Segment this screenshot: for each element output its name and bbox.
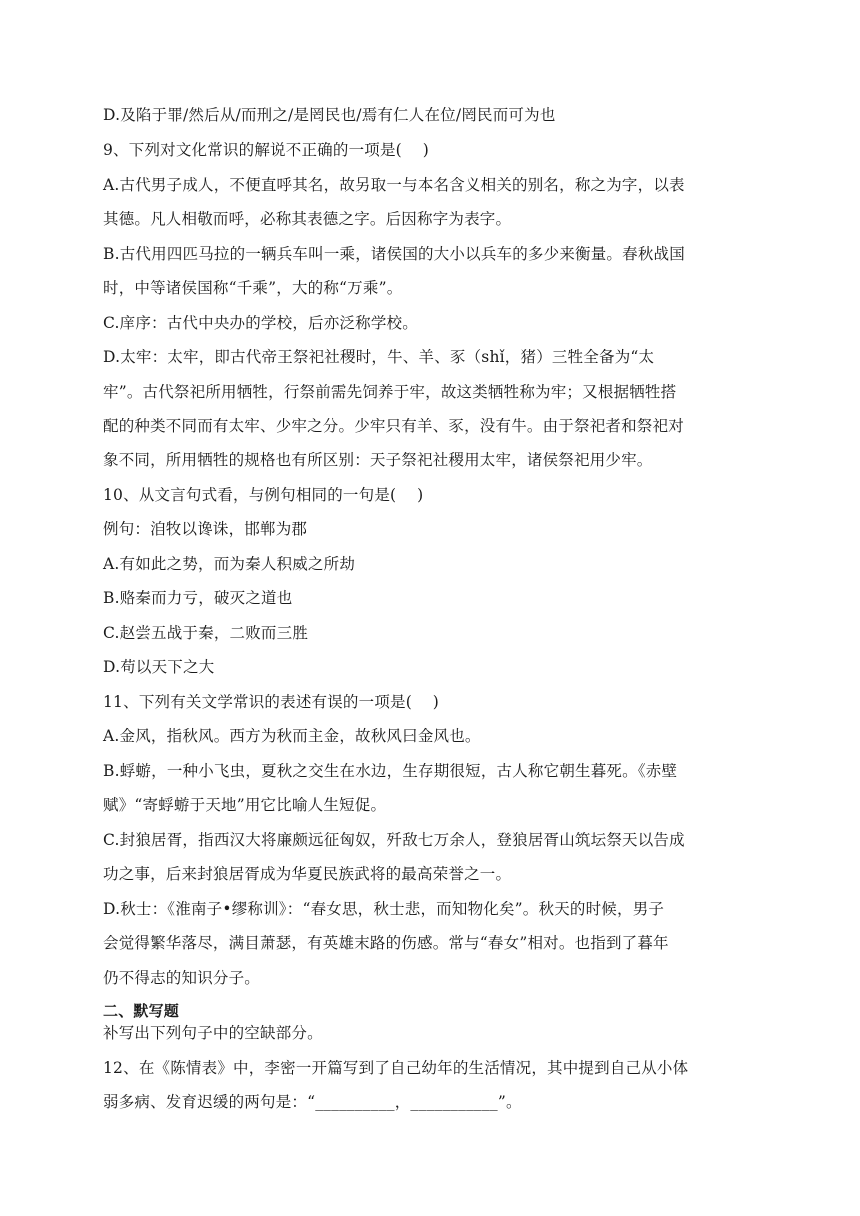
option-11b-line-2: 赋》“寄蜉蝣于天地”用它比喻人生短促。 <box>103 796 387 814</box>
question-10: 10、从文言句式看，与例句相同的一句是( ) <box>103 486 424 504</box>
option-9c: C.庠序：古代中央办的学校，后亦泛称学校。 <box>103 314 418 332</box>
option-10d: D.苟以天下之大 <box>103 658 215 676</box>
question-11: 11、下列有关文学常识的表述有误的一项是( ) <box>103 693 440 711</box>
option-9d-line-3: 配的种类不同而有太牢、少牢之分。少牢只有羊、豕，没有牛。由于祭祀者和祭祀对 <box>103 417 684 435</box>
option-10b: B.赂秦而力亏，破灭之道也 <box>103 589 293 607</box>
option-11a: A.金风，指秋风。西方为秋而主金，故秋风曰金风也。 <box>103 727 481 745</box>
option-10c: C.赵尝五战于秦，二败而三胜 <box>103 624 309 642</box>
option-9d-line-1: D.太牢：太牢，即古代帝王祭祀社稷时，牛、羊、豕（shǐ，猪）三牲全备为“太 <box>103 348 655 366</box>
section-heading: 二、默写题 <box>103 1002 180 1020</box>
option-9d-line-4: 象不同，所用牺牲的规格也有所区别：天子祭祀社稷用太牢，诸侯祭祀用少牢。 <box>103 451 653 469</box>
question-12-line-1: 12、在《陈情表》中，李密一开篇写到了自己幼年的生活情况，其中提到自己从小体 <box>103 1059 689 1077</box>
option-9b-line-2: 时，中等诸侯国称“千乘”，大的称“万乘”。 <box>103 279 403 297</box>
section-instruction: 补写出下列句子中的空缺部分。 <box>103 1024 323 1042</box>
option-10a: A.有如此之势，而为秦人积威之所劫 <box>103 555 356 573</box>
option-9d-line-2: 牢”。古代祭祀所用牺牲，行祭前需先饲养于牢，故这类牺牲称为牢；又根据牺牲搭 <box>103 383 677 401</box>
option-9a-line-2: 其德。凡人相敬而呼，必称其表德之字。后因称字为表字。 <box>103 210 512 228</box>
option-11d-line-3: 仍不得志的知识分子。 <box>103 969 261 987</box>
question-12-line-2: 弱多病、发育迟缓的两句是：“__________，___________”。 <box>103 1093 522 1111</box>
option-9b-line-1: B.古代用四匹马拉的一辆兵车叫一乘，诸侯国的大小以兵车的多少来衡量。春秋战国 <box>103 245 685 263</box>
option-11c-line-1: C.封狼居胥，指西汉大将廉颇远征匈奴，歼敌七万余人，登狼居胥山筑坛祭天以告成 <box>103 831 685 849</box>
question-9: 9、下列对文化常识的解说不正确的一项是( ) <box>103 141 429 159</box>
example-sentence: 例句：洎牧以谗诛，邯郸为郡 <box>103 520 308 538</box>
option-11d-line-1: D.秋士：《淮南子•缪称训》：“春女思，秋士悲，而知物化矣”。秋天的时候，男子 <box>103 900 665 918</box>
option-11c-line-2: 功之事，后来封狼居胥成为华夏民族武将的最高荣誉之一。 <box>103 865 512 883</box>
option-9a-line-1: A.古代男子成人，不便直呼其名，故另取一与本名含义相关的别名，称之为字，以表 <box>103 176 685 194</box>
option-8d: D.及陷于罪/然后从/而刑之/是罔民也/焉有仁人在位/罔民而可为也 <box>103 106 556 124</box>
option-11d-line-2: 会觉得繁华落尽，满目萧瑟，有英雄末路的伤感。常与“春女”相对。也指到了暮年 <box>103 934 669 952</box>
option-11b-line-1: B.蜉蝣，一种小飞虫，夏秋之交生在水边，生存期很短，古人称它朝生暮死。《赤壁 <box>103 762 678 780</box>
